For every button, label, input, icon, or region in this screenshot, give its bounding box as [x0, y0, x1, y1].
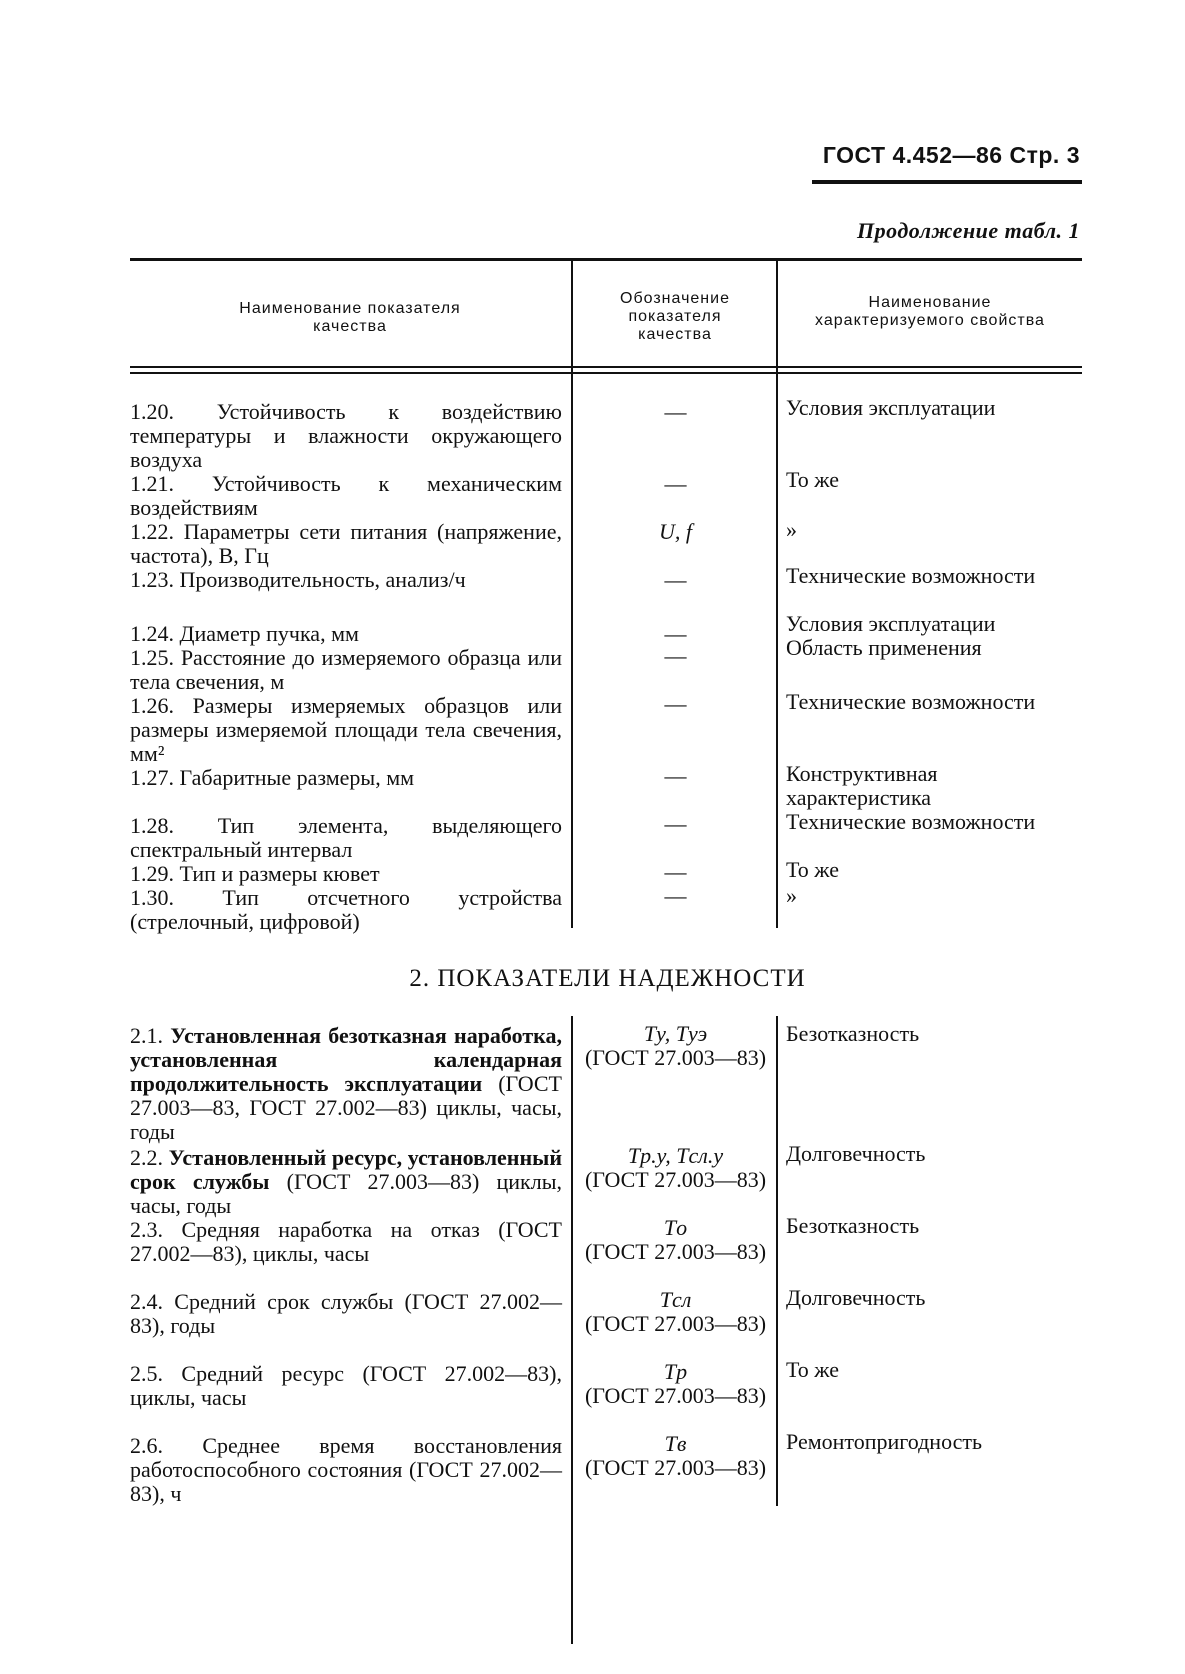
table-continuation-label: Продолжение табл. 1 [857, 218, 1080, 243]
row-2-5-name [130, 1362, 562, 1410]
row-2-5-symbol-value: Tр [663, 1359, 688, 1384]
row-1-29-symbol: — [664, 859, 687, 884]
row-1-29-name: 1.29. Тип и размеры кювет [130, 861, 380, 886]
page-header: ГОСТ 4.452—86 Стр. 3 [822, 142, 1080, 168]
column-header-property: Наименование характеризуемого свойства [815, 294, 1045, 329]
row-2-1-num: 2.1. [130, 1023, 163, 1048]
row-2-1-symbol-ref: (ГОСТ 27.003—83) [584, 1045, 767, 1070]
row-2-2-symbol [578, 1144, 773, 1192]
row-1-21-name: 1.21. Устойчивость к механическим воздействиям [130, 471, 562, 520]
row-1-21-property: То же [786, 467, 839, 492]
row-2-2-symbol-value: Tр.у, Tсл.у [627, 1143, 724, 1168]
row-1-30-symbol: — [664, 883, 687, 908]
row-1-28-property: Технические возможности [786, 809, 1036, 834]
row-2-1-property: Безотказность [786, 1021, 920, 1046]
row-2-1-name [130, 1024, 562, 1144]
row-2-6-symbol-value: Tв [664, 1431, 687, 1456]
row-2-5-num: 2.5. [130, 1361, 163, 1386]
row-1-21-symbol: — [664, 471, 687, 496]
header-bottom-rule-2 [130, 372, 1082, 374]
row-2-2-num: 2.2. [130, 1145, 163, 1170]
row-1-28-symbol: — [664, 811, 687, 836]
row-2-3-symbol-value: Tо [663, 1215, 688, 1240]
row-2-3-symbol-ref: (ГОСТ 27.003—83) [584, 1239, 767, 1264]
row-1-26-property: Технические возможности [786, 689, 1036, 714]
row-2-6-property: Ремонтопригодность [786, 1429, 983, 1454]
row-1-30-property: » [786, 883, 797, 908]
row-1-28-name: 1.28. Тип элемента, выделяющего спектральный интервал [130, 813, 562, 862]
row-1-20-name: 1.20. Устойчивость к воздействию температуры и влажности окружающего воздуха [130, 399, 562, 472]
row-1-27-symbol: — [664, 763, 687, 788]
row-1-24-property: Условия эксплуатации [786, 611, 996, 636]
row-2-4-property: Долговечность [786, 1285, 926, 1310]
column-header-name: Наименование показателя качества [239, 300, 461, 335]
row-2-5-symbol [578, 1360, 773, 1408]
row-1-20-symbol: — [664, 399, 687, 424]
row-1-25-symbol: — [664, 643, 687, 668]
row-2-1-bold-text: Установленная безотказная наработка, установленная календарная продолжительность эксплуатации [130, 1023, 563, 1096]
row-1-29-property: То же [786, 857, 839, 882]
row-2-3-num: 2.3. [130, 1217, 163, 1242]
row-1-23-name: 1.23. Производительность, анализ/ч [130, 567, 466, 592]
row-2-4-name [130, 1290, 562, 1338]
row-2-4-rest-text: Средний срок службы (ГОСТ 27.002—83), годы [130, 1289, 563, 1338]
row-2-6-symbol [578, 1432, 773, 1480]
row-1-25-name: 1.25. Расстояние до измеряемого образца или тела свечения, м [130, 645, 562, 694]
row-1-27-name: 1.27. Габаритные размеры, мм [130, 765, 415, 790]
column-header-symbol: Обозначение показателя качества [620, 290, 730, 343]
row-1-24-symbol: — [664, 621, 687, 646]
row-1-22-symbol: U, f [659, 519, 692, 544]
row-2-6-name [130, 1434, 562, 1506]
row-2-2-bold-text: Установленный ресурс, установленный срок службы [130, 1145, 562, 1194]
row-1-30-name: 1.30. Тип отсчетного устройства (стрелочный, цифровой) [130, 885, 562, 934]
row-2-5-symbol-ref: (ГОСТ 27.003—83) [584, 1383, 767, 1408]
row-2-4-symbol [578, 1288, 773, 1336]
row-1-24-name: 1.24. Диаметр пучка, мм [130, 621, 359, 646]
section-2-title: 2. ПОКАЗАТЕЛИ НАДЕЖНОСТИ [409, 965, 806, 992]
row-2-5-property: То же [786, 1357, 839, 1382]
row-2-2-property: Долговечность [786, 1141, 926, 1166]
row-1-27-property: Конструктивная характеристика [786, 761, 938, 810]
section-2-divider-2 [776, 1016, 778, 1506]
row-2-2-symbol-ref: (ГОСТ 27.003—83) [584, 1167, 767, 1192]
table-top-rule [130, 258, 1082, 261]
row-2-2-name [130, 1146, 562, 1218]
section-2-divider-1 [571, 1016, 573, 1644]
row-2-6-num: 2.6. [130, 1433, 163, 1458]
row-1-22-name: 1.22. Параметры сети питания (напряжение, частота), В, Гц [130, 519, 562, 568]
row-2-6-symbol-ref: (ГОСТ 27.003—83) [584, 1455, 767, 1480]
row-2-4-symbol-value: Tсл [659, 1287, 692, 1312]
row-1-25-property: Область применения [786, 635, 982, 660]
row-2-3-name [130, 1218, 562, 1266]
row-1-26-name: 1.26. Размеры измеряемых образцов или размеры измеряемой площади тела свечения, мм² [130, 693, 562, 766]
row-2-3-symbol [578, 1216, 773, 1264]
row-2-1-symbol-value: Tу, Tуэ [643, 1021, 708, 1046]
row-1-23-symbol: — [664, 567, 687, 592]
row-2-6-rest-text: Среднее время восстановления работоспособного состояния (ГОСТ 27.002—83), ч [130, 1433, 562, 1506]
row-1-23-property: Технические возможности [786, 563, 1036, 588]
header-rule [812, 180, 1082, 184]
row-2-3-property: Безотказность [786, 1213, 920, 1238]
row-2-3-rest-text: Средняя наработка на отказ (ГОСТ 27.002—83), циклы, часы [130, 1217, 562, 1266]
column-divider-1 [571, 260, 573, 928]
header-bottom-rule [130, 366, 1082, 368]
row-2-5-rest-text: Средний ресурс (ГОСТ 27.002—83), циклы, часы [130, 1361, 562, 1410]
row-2-4-symbol-ref: (ГОСТ 27.003—83) [584, 1311, 767, 1336]
row-2-1-rest-text: (ГОСТ 27.003—83, ГОСТ 27.002—83) циклы, часы, годы [130, 1071, 562, 1144]
row-1-22-property: » [786, 517, 797, 542]
row-2-1-symbol [578, 1022, 773, 1070]
column-divider-2 [776, 260, 778, 928]
row-1-26-symbol: — [664, 691, 687, 716]
row-2-4-num: 2.4. [130, 1289, 163, 1314]
row-1-20-property: Условия эксплуатации [786, 395, 996, 420]
row-2-2-rest-text: (ГОСТ 27.003—83) циклы, часы, годы [130, 1169, 562, 1218]
